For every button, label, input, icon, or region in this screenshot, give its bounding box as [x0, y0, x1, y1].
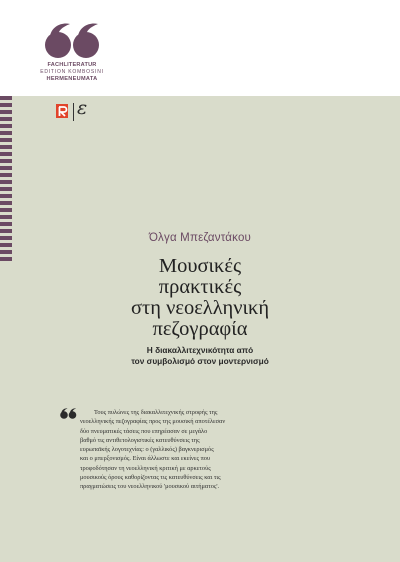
blurb-line: νεοελληνικής πεζογραφίας προς της μουσική αποτέλεσαν — [80, 418, 226, 426]
publisher-divider — [73, 103, 74, 121]
book-subtitle — [40, 345, 360, 367]
logo-line-1: FACHLITERATUR — [47, 62, 97, 68]
blurb-line: πραγματώσεις του νεοελληνικού 'μουσικού αιτήματος'. — [80, 483, 220, 491]
blurb-quote-icon — [60, 408, 77, 419]
author-name: Όλγα Μπεζαντάκου — [148, 232, 252, 244]
title-line-1: Μουσικές — [158, 255, 242, 277]
publisher-letter: ε — [77, 97, 88, 119]
subtitle-line-1: Η διακαλλιτεχνικότητα από — [146, 345, 254, 355]
blurb-line: δύο πνευματικές τάσεις που επηρέασαν σε μεγάλο — [80, 427, 208, 435]
logo-line-2: EDITION KOMBOSINI — [40, 69, 104, 75]
back-blurb — [80, 408, 358, 492]
title-line-2: πρακτικές — [158, 276, 242, 298]
blurb-line: βαθμό τις αντιθετολογιστικές κατευθύνσεις της — [80, 436, 200, 444]
publisher-r-icon — [56, 104, 68, 118]
double-quote-icon — [44, 22, 100, 60]
blurb-line: Τους πυλώνες της διακαλλιτεχνικής στροφής της — [94, 409, 218, 416]
blurb-line: τροφοδότησαν τη νεοελληνική κριτική με αρκετούς — [80, 464, 211, 472]
blurb-line: και ο μπερξονισμός. Είναι άλλωστε και εκείνες που — [80, 455, 211, 463]
blurb-line: μουσικούς όρους καθορίζοντας τις κατευθύνσεις και τις — [80, 474, 221, 482]
blurb-line: ευρωπαϊκής λογοτεχνίας: ο (γαλλικός) βαγκνερισμός — [80, 446, 214, 454]
logo-line-3: HERMENEUMATA — [46, 76, 98, 82]
book-title — [40, 256, 360, 340]
title-line-4: πεζογραφία — [152, 318, 248, 340]
subtitle-line-2: τον συμβολισμό στον μοντερνισμό — [131, 356, 269, 366]
title-line-3: στη νεοελληνική — [130, 297, 270, 319]
